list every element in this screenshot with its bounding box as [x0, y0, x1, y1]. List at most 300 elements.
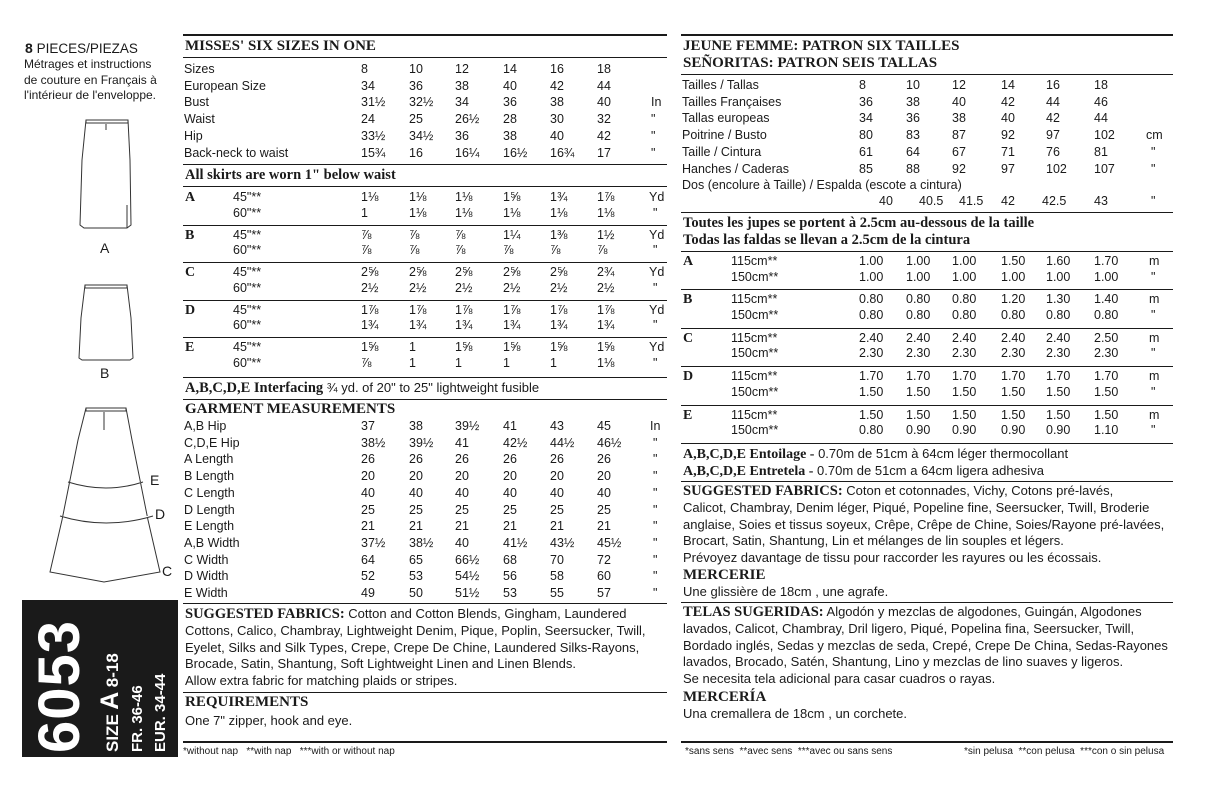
garment-row: [183, 419, 667, 435]
telas-label: TELAS SUGERIDAS:: [683, 604, 824, 620]
garment-row: [183, 469, 667, 485]
garment-row: [183, 452, 667, 468]
garment-row: [183, 553, 667, 569]
size-row-label: Waist: [184, 112, 215, 127]
yardage-value: 1.00: [952, 254, 977, 268]
yardage-value: ⅞: [550, 243, 561, 257]
dos-value: 41.5: [959, 194, 984, 208]
yardage-value: 1⅝: [455, 340, 473, 354]
yardage-value: 1⅝: [503, 190, 521, 204]
size-value: 40: [550, 128, 564, 143]
merceria-title: MERCERÍA: [683, 689, 767, 705]
garment-row: [183, 486, 667, 502]
garment-label: A,B Width: [184, 535, 240, 550]
garment-measurements-table: [183, 419, 667, 603]
fabric-width: 115cm**: [731, 292, 778, 307]
yardage-value: 1: [409, 355, 416, 370]
garment-value: 60: [597, 569, 611, 584]
garment-row: [183, 503, 667, 519]
garment-value: 39½: [409, 435, 434, 450]
size-value: 15¾: [361, 145, 386, 160]
garment-value: 72: [597, 552, 611, 567]
size-value: 44: [597, 78, 611, 93]
size-value: 64: [906, 144, 920, 159]
yardage-value: 1.50: [1094, 384, 1119, 399]
skirt-view-cde-illustration: [50, 408, 160, 582]
fabric-width: 150cm**: [731, 307, 779, 322]
yardage-value: 2½: [361, 280, 379, 295]
size-value: 44: [1046, 94, 1060, 109]
view-label-c: C: [162, 563, 173, 579]
yardage-value: 2.30: [952, 346, 977, 361]
yardage-value: 1.50: [1001, 407, 1026, 422]
size-value: 42: [1046, 111, 1060, 126]
yardage-value: 1: [503, 355, 510, 370]
yardage-value: 1.00: [906, 269, 931, 284]
dos-value: 40.5: [919, 194, 944, 208]
pieces-number: 8: [25, 40, 33, 56]
size-row-label: Hip: [184, 128, 203, 143]
size-value: 18: [1094, 78, 1108, 92]
pattern-number-block: [22, 600, 178, 757]
unit-label: m: [1149, 369, 1160, 384]
interfacing-rule: [183, 377, 667, 378]
view-label-e: E: [150, 472, 160, 488]
size-value: 26½: [455, 112, 480, 127]
yardage-value: ⅞: [455, 243, 466, 257]
skirts-note-es: Todas las faldas se llevan a 2.5cm de la cintura: [683, 232, 971, 248]
yardage-row: [681, 369, 1173, 385]
english-fabrics: [185, 606, 669, 690]
yardage-value: 1¾: [550, 318, 568, 332]
size-value: 92: [952, 161, 966, 176]
table-divider: [183, 300, 667, 301]
yardage-value: 0.80: [906, 292, 931, 307]
garment-value: 51½: [455, 586, 480, 600]
yardage-value: 2¾: [597, 265, 615, 279]
yardage-value: 1.00: [952, 269, 977, 284]
yardage-row: [183, 243, 667, 259]
garment-value: 21: [409, 519, 423, 534]
unit-label: ": [653, 280, 658, 295]
size-row: [183, 95, 667, 111]
size-value: 8: [361, 62, 368, 76]
garment-value: 42½: [503, 435, 528, 450]
merceria-text: Una cremallera de 18cm , un corchete.: [683, 706, 907, 721]
size-value: 36: [409, 78, 423, 93]
garment-value: 52: [361, 569, 375, 584]
requirements-rule: [183, 692, 667, 693]
table-divider: [681, 405, 1173, 406]
size-row: [681, 111, 1173, 127]
size-value: 16¾: [550, 145, 575, 160]
yardage-value: 1.00: [859, 254, 884, 268]
unit-label: ": [653, 535, 658, 550]
yardage-value: ⅞: [455, 227, 466, 242]
french-title: JEUNE FEMME: PATRON SIX TAILLES: [683, 38, 960, 54]
yardage-value: 2⅝: [409, 265, 427, 279]
yardage-value: 0.80: [952, 307, 977, 322]
top-rule: [183, 34, 667, 36]
yardage-value: ⅞: [503, 243, 514, 257]
size-row: [681, 95, 1173, 111]
yardage-value: 1.20: [1001, 292, 1026, 307]
garment-value: 45: [597, 419, 611, 433]
size-letter: A: [96, 691, 124, 710]
english-panel: [183, 0, 667, 803]
fabric-width: 60"**: [233, 280, 262, 295]
garment-rule: [183, 399, 667, 400]
size-value: 33½: [361, 128, 386, 143]
unit-label: ": [1151, 161, 1156, 176]
size-value: 42: [1001, 94, 1015, 109]
table-divider: [183, 225, 667, 226]
yardage-value: 2.50: [1094, 330, 1119, 345]
garment-value: 41½: [503, 535, 528, 550]
size-value: 34: [455, 95, 469, 110]
size-row-label: Tailles / Tallas: [682, 78, 759, 92]
size-value: 107: [1094, 161, 1115, 176]
size-row-label: Back-neck to waist: [184, 145, 289, 160]
size-value: 71: [1001, 144, 1015, 159]
yardage-row: [681, 331, 1173, 347]
title-rule: [183, 57, 667, 58]
size-value: 8: [859, 78, 866, 92]
size-value: 87: [952, 128, 966, 143]
unit-label: ": [653, 552, 658, 567]
size-value: 40: [1001, 111, 1015, 126]
size-row: [681, 162, 1173, 178]
size-value: 16½: [503, 145, 528, 160]
view-letter: D: [185, 302, 196, 318]
fabric-width: 60"**: [233, 205, 262, 220]
yardage-value: 2.40: [906, 330, 931, 345]
fabric-width: 150cm**: [731, 423, 779, 438]
french-fabrics: [683, 483, 1164, 567]
size-value: 34: [859, 111, 873, 126]
view-letter: C: [185, 265, 196, 280]
yardage-value: 1: [409, 340, 416, 354]
yardage-value: 1.50: [952, 384, 977, 399]
unit-label: ": [653, 243, 658, 257]
garment-value: 40: [455, 535, 469, 550]
yardage-value: 1.50: [859, 407, 884, 422]
dos-row: [681, 194, 1173, 210]
yardage-value: 0.90: [906, 423, 931, 438]
size-value: 10: [409, 62, 423, 76]
size-value: 38: [503, 128, 517, 143]
view-letter: C: [683, 330, 694, 346]
yardage-value: 1⅛: [597, 205, 615, 220]
yardage-value: 0.90: [952, 423, 977, 438]
view-label-d: D: [155, 506, 166, 522]
size-designation: [96, 653, 128, 752]
size-range: 8-18: [103, 653, 122, 688]
mercerie-title: MERCERIE: [683, 567, 766, 583]
unit-label: ": [1151, 423, 1156, 438]
garment-label: D Length: [184, 502, 235, 517]
garment-value: 55: [550, 586, 564, 600]
yardage-value: 1.70: [1001, 369, 1026, 384]
size-value: 24: [361, 112, 375, 127]
garment-value: 21: [550, 519, 564, 534]
fabric-width: 150cm**: [731, 269, 779, 284]
garment-value: 26: [361, 452, 375, 467]
view-label-b: B: [100, 365, 110, 381]
fabric-width: 60"**: [233, 355, 262, 370]
unit-label: ": [653, 355, 658, 370]
garment-value: 20: [597, 469, 611, 484]
yardage-value: 1.70: [1046, 369, 1071, 384]
interfacing-label: A,B,C,D,E Interfacing: [185, 380, 324, 396]
yardage-row: [681, 292, 1173, 308]
size-row-label: Poitrine / Busto: [682, 128, 767, 143]
size-value: 80: [859, 128, 873, 143]
view-letter: B: [683, 292, 693, 308]
dos-value: 40: [879, 194, 893, 208]
size-value: 30: [550, 112, 564, 127]
size-value: 38: [455, 78, 469, 93]
yardage-value: 2.30: [906, 346, 931, 361]
size-value: 28: [503, 112, 517, 127]
yardage-value: 2.30: [1094, 346, 1119, 361]
size-row: [183, 146, 667, 162]
pieces-label: PIECES/PIEZAS: [36, 41, 138, 56]
yardage-row: [681, 423, 1173, 439]
garment-label: E Width: [184, 586, 228, 600]
size-value: 67: [952, 144, 966, 159]
entretela-line: [683, 462, 1044, 480]
telas-rule: [681, 602, 1173, 603]
yardage-value: 1⅞: [455, 302, 473, 317]
garment-value: 38½: [409, 535, 434, 550]
size-value: 38: [550, 95, 564, 110]
garment-value: 39½: [455, 419, 480, 433]
garment-value: 49: [361, 586, 375, 600]
yardage-value: 1⅛: [550, 205, 568, 220]
entoilage-line: [683, 445, 1068, 463]
fabric-width: 45"**: [233, 227, 262, 242]
skirts-note-rule: [681, 212, 1173, 213]
size-value: 12: [455, 62, 469, 76]
size-value: 36: [503, 95, 517, 110]
yardage-value: 1⅞: [597, 302, 615, 317]
garment-value: 53: [503, 586, 517, 600]
fabrics-line: Prévoyez davantage de tissu pour raccorder les rayures ou les écossais.: [683, 550, 1102, 566]
yardage-value: 2.40: [1046, 330, 1071, 345]
yardage-value: 1.00: [1094, 269, 1119, 284]
english-yardage-table: [183, 188, 667, 376]
entretela-label: A,B,C,D,E Entretela -: [683, 464, 814, 479]
yardage-row: [183, 356, 667, 372]
garment-value: 25: [597, 502, 611, 517]
fabrics-label: SUGGESTED FABRICS:: [185, 606, 345, 622]
size-value: 42: [550, 78, 564, 93]
fabrics-line: Allow extra fabric for matching plaids or stripes.: [185, 673, 458, 689]
size-value: 85: [859, 161, 873, 176]
unit-label: m: [1149, 254, 1160, 268]
yardage-value: 1.50: [1094, 407, 1119, 422]
unit-label: In: [651, 95, 662, 110]
garment-value: 20: [550, 469, 564, 484]
garment-value: 21: [361, 519, 375, 534]
yardage-value: 1.30: [1046, 292, 1071, 307]
unit-label: Yd: [649, 190, 665, 204]
yardage-value: 1⅝: [597, 340, 615, 354]
fabrics-line: Calicot, Chambray, Denim léger, Piqué, Popeline fine, Seersucker, Twill, Broderie: [683, 499, 1150, 515]
fabrics-rule: [681, 481, 1173, 482]
view-label-a: A: [100, 240, 110, 256]
yardage-value: 1¾: [503, 318, 521, 332]
fabric-width: 115cm**: [731, 369, 778, 384]
yardage-value: 1.50: [1001, 384, 1026, 399]
garment-value: 20: [409, 469, 423, 484]
garment-value: 20: [361, 469, 375, 484]
garment-value: 21: [503, 519, 517, 534]
unit-label: ": [1151, 144, 1156, 159]
spanish-fabrics: [683, 604, 1168, 688]
yardage-value: 1.50: [906, 407, 931, 422]
yardage-value: 0.90: [1046, 423, 1071, 438]
yardage-value: 0.80: [859, 423, 884, 438]
garment-label: A Length: [184, 452, 234, 467]
entretela-text: 0.70m de 51cm a 64cm ligera adhesiva: [813, 463, 1044, 478]
garment-value: 58: [550, 569, 564, 584]
size-value: 81: [1094, 144, 1108, 159]
table-divider: [681, 366, 1173, 367]
entoilage-rule: [681, 443, 1173, 444]
yardage-value: 2.40: [859, 330, 884, 345]
yardage-value: 1⅛: [597, 355, 615, 370]
garment-value: 66½: [455, 552, 480, 567]
yardage-value: 2½: [503, 280, 521, 295]
yardage-value: 1.50: [1046, 384, 1071, 399]
yardage-value: 2.40: [952, 330, 977, 345]
yardage-value: 1⅛: [503, 205, 521, 220]
fr-sizes: FR. 36-46: [129, 685, 146, 752]
garment-value: 65: [409, 552, 423, 567]
yardage-value: 1⅝: [550, 340, 568, 354]
fabrics-line: Coton et cotonnades, Vichy, Cotons pré-lavés,: [842, 483, 1114, 498]
yardage-value: 1.10: [1094, 423, 1119, 438]
yardage-value: 1⅛: [455, 190, 473, 204]
size-value: 34½: [409, 128, 434, 143]
size-value: 25: [409, 112, 423, 127]
telas-line: lavados, Calicot, Chambray, Dril ligero, Piqué, Popelina fina, Seersucker, Twill,: [683, 620, 1135, 636]
interfacing-text: ¾ yd. of 20" to 25" lightweight fusible: [323, 380, 540, 395]
yardage-value: 1½: [597, 227, 615, 242]
garment-value: 26: [455, 452, 469, 467]
yardage-value: 2½: [455, 280, 473, 295]
yardage-value: 2⅝: [361, 265, 379, 279]
garment-value: 37: [361, 419, 375, 433]
yardage-value: 1¾: [550, 190, 568, 204]
unit-label: Yd: [649, 227, 665, 242]
fabric-width: 45"**: [233, 265, 262, 279]
garment-value: 54½: [455, 569, 480, 584]
title-rule: [681, 74, 1173, 75]
pattern-number: 6053: [27, 619, 92, 753]
garment-value: 57: [597, 586, 611, 600]
garment-value: 25: [409, 502, 423, 517]
french-size-table: [681, 78, 1173, 180]
yardage-value: 0.80: [952, 292, 977, 307]
table-divider: [183, 262, 667, 263]
fabrics-label: SUGGESTED FABRICS:: [683, 483, 843, 499]
size-value: 40: [597, 95, 611, 110]
unit-label: Yd: [649, 265, 665, 279]
garment-value: 50: [409, 586, 423, 600]
garment-label: C,D,E Hip: [184, 435, 240, 450]
yardage-value: 2.30: [1046, 346, 1071, 361]
garment-value: 43½: [550, 535, 575, 550]
garment-label: C Length: [184, 485, 235, 500]
yardage-row: [183, 318, 667, 334]
french-yardage-table: [681, 252, 1173, 442]
yardage-row: [681, 408, 1173, 424]
yardage-row: [183, 281, 667, 297]
garment-label: B Length: [184, 469, 235, 484]
yardage-value: 1⅛: [455, 205, 473, 220]
view-letter: E: [185, 340, 195, 355]
size-row: [183, 62, 667, 78]
interfacing-line: [185, 379, 539, 397]
mercerie-text: Une glissière de 18cm , une agrafe.: [683, 584, 889, 599]
yardage-value: 1.50: [952, 407, 977, 422]
size-row: [183, 129, 667, 145]
fabric-width: 115cm**: [731, 407, 778, 422]
unit-label: ": [653, 469, 658, 484]
garment-value: 25: [503, 502, 517, 517]
garment-value: 68: [503, 552, 517, 567]
yardage-value: 1⅝: [503, 340, 521, 354]
yardage-value: 1.70: [906, 369, 931, 384]
fabric-width: 150cm**: [731, 346, 779, 361]
garment-value: 21: [597, 519, 611, 534]
english-title: MISSES' SIX SIZES IN ONE: [185, 38, 376, 54]
unit-label: Yd: [649, 340, 665, 354]
size-value: 36: [859, 94, 873, 109]
garment-value: 40: [503, 485, 517, 500]
yardage-value: 1.50: [906, 384, 931, 399]
garment-value: 20: [455, 469, 469, 484]
garment-value: 20: [503, 469, 517, 484]
garment-value: 46½: [597, 435, 622, 450]
size-value: 92: [1001, 128, 1015, 143]
table-divider: [681, 289, 1173, 290]
size-row-label: Hanches / Caderas: [682, 161, 790, 176]
garment-title: GARMENT MEASUREMENTS: [185, 401, 396, 417]
unit-label: ": [1151, 384, 1156, 399]
english-size-table: [183, 62, 667, 164]
garment-value: 70: [550, 552, 564, 567]
fabrics-line: Cottons, Calico, Chambray, Lightweight Denim, Pique, Poplin, Seersucker, Twill,: [185, 622, 646, 638]
yardage-row: [681, 270, 1173, 286]
fabric-width: 115cm**: [731, 330, 778, 345]
requirements-title: REQUIREMENTS: [185, 694, 309, 710]
garment-value: 26: [503, 452, 517, 467]
size-label: SIZE: [103, 714, 122, 752]
yardage-value: 0.80: [1001, 307, 1026, 322]
entoilage-text: 0.70m de 51cm à 64cm léger thermocollant: [814, 446, 1069, 461]
size-value: 83: [906, 128, 920, 143]
unit-label: ": [653, 485, 658, 500]
english-footnote: *without nap **with nap ***with or without nap: [183, 746, 395, 757]
fabric-width: 45"**: [233, 190, 262, 204]
unit-label: m: [1149, 330, 1160, 345]
yardage-value: 1.70: [859, 369, 884, 384]
size-value: 16: [1046, 78, 1060, 92]
